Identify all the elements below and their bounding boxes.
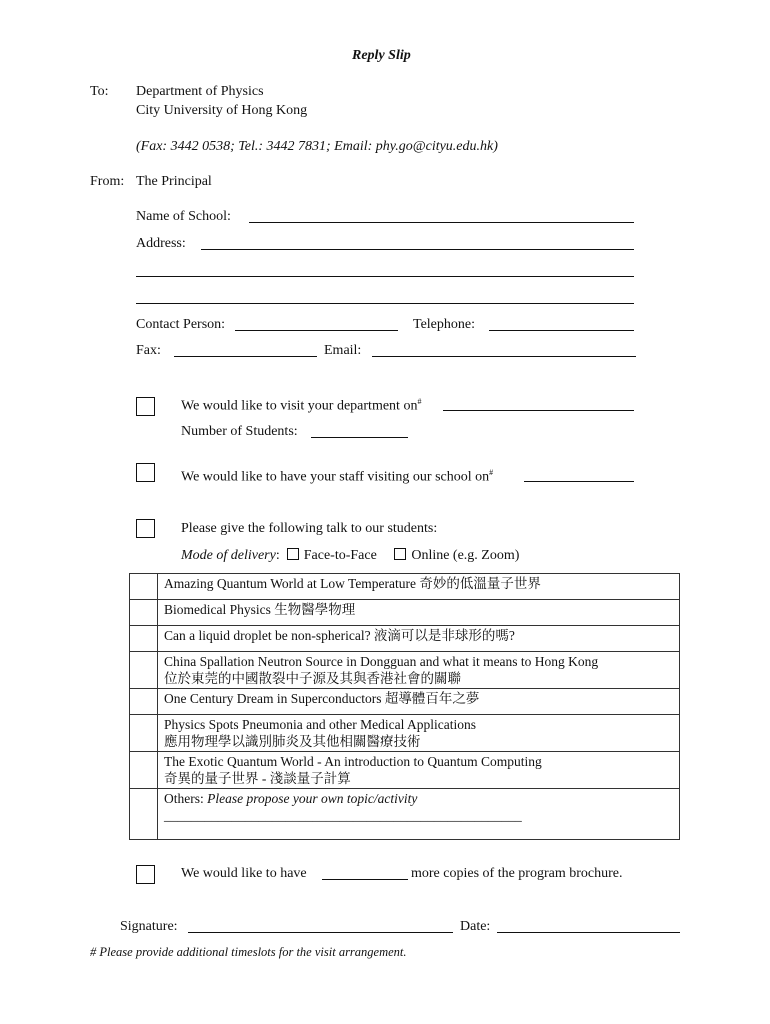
topic-checkbox-cell[interactable] <box>130 626 158 652</box>
topic-row[interactable] <box>130 652 680 689</box>
topic-cell: Amazing Quantum World at Low Temperature 奇妙的低溫量子世界 <box>158 574 680 600</box>
school-label: Name of School: <box>136 209 231 224</box>
signature-label: Signature: <box>120 919 178 934</box>
staff-visit-checkbox[interactable] <box>136 463 155 482</box>
students-label: Number of Students: <box>181 424 298 439</box>
topic-checkbox-cell[interactable] <box>130 752 158 789</box>
signature-field[interactable] <box>188 932 453 933</box>
staff-visit-label: We would like to have your staff visiting our school on# <box>181 468 494 485</box>
topic-row[interactable] <box>130 752 680 789</box>
footnote: # Please provide additional timeslots for the visit arrangement. <box>90 945 407 959</box>
topic-checkbox-cell[interactable] <box>130 574 158 600</box>
telephone-field[interactable] <box>489 330 634 331</box>
topic-row[interactable] <box>130 626 680 652</box>
address-label: Address: <box>136 236 186 251</box>
topic-checkbox-cell[interactable] <box>130 715 158 752</box>
brochure-label-prefix: We would like to have <box>181 866 307 881</box>
address-field-line1[interactable] <box>201 249 634 250</box>
talk-label: Please give the following talk to our students: <box>181 521 438 536</box>
mode-of-delivery: Mode of delivery: Face-to-Face Online (e.g. Zoom) <box>181 548 520 563</box>
topic-checkbox-cell[interactable] <box>130 600 158 626</box>
telephone-label: Telephone: <box>413 317 475 332</box>
from-label: From: <box>90 174 125 189</box>
talk-checkbox[interactable] <box>136 519 155 538</box>
brochure-checkbox[interactable] <box>136 865 155 884</box>
topic-cell-others: Others: Please propose your own topic/activity _____________________________________________________ <box>158 789 680 840</box>
staff-visit-date-field[interactable] <box>524 481 634 482</box>
others-input-line[interactable]: _____________________________________________________ <box>164 808 522 823</box>
topic-row[interactable] <box>130 715 680 752</box>
visit-label: We would like to visit your department on# <box>181 397 422 414</box>
topic-checkbox-cell[interactable] <box>130 652 158 689</box>
students-field[interactable] <box>311 437 408 438</box>
recipient-department: Department of Physics <box>136 84 264 99</box>
topic-checkbox-cell[interactable] <box>130 789 158 840</box>
face-to-face-checkbox[interactable] <box>287 548 299 560</box>
from-value: The Principal <box>136 174 212 189</box>
online-checkbox[interactable] <box>394 548 406 560</box>
fax-field[interactable] <box>174 356 317 357</box>
email-field[interactable] <box>372 356 636 357</box>
topic-cell: The Exotic Quantum World - An introduction to Quantum Computing 奇異的量子世界 - 淺談量子計算 <box>158 752 680 789</box>
date-field[interactable] <box>497 932 680 933</box>
topic-checkbox-cell[interactable] <box>130 689 158 715</box>
topic-cell: One Century Dream in Superconductors 超導體百年之夢 <box>158 689 680 715</box>
to-label: To: <box>90 84 109 99</box>
topic-cell: China Spallation Neutron Source in Dongguan and what it means to Hong Kong 位於東莞的中國散裂中子源及其與香港社會的關聯 <box>158 652 680 689</box>
face-to-face-label: Face-to-Face <box>303 548 377 563</box>
topics-table <box>129 573 680 840</box>
brochure-label-suffix: more copies of the program brochure. <box>411 866 623 881</box>
online-label: Online (e.g. Zoom) <box>411 548 520 563</box>
topic-cell: Biomedical Physics 生物醫學物理 <box>158 600 680 626</box>
topic-row[interactable] <box>130 600 680 626</box>
topic-cell: Can a liquid droplet be non-spherical? 液滴可以是非球形的嗎? <box>158 626 680 652</box>
visit-checkbox[interactable] <box>136 397 155 416</box>
contact-person-label: Contact Person: <box>136 317 226 332</box>
recipient-university: City University of Hong Kong <box>136 103 308 118</box>
contact-person-field[interactable] <box>235 330 398 331</box>
date-label: Date: <box>460 919 491 934</box>
topic-row-others[interactable] <box>130 789 680 840</box>
email-label: Email: <box>324 343 362 358</box>
recipient-contact: (Fax: 3442 0538; Tel.: 3442 7831; Email: phy.go@cityu.edu.hk) <box>136 139 498 154</box>
form-title: Reply Slip <box>352 48 411 63</box>
topic-row[interactable] <box>130 574 680 600</box>
mode-label: Mode of delivery <box>181 548 276 563</box>
fax-label: Fax: <box>136 343 161 358</box>
visit-date-field[interactable] <box>443 410 634 411</box>
brochure-count-field[interactable] <box>322 879 408 880</box>
topic-cell: Physics Spots Pneumonia and other Medical Applications 應用物理學以識別肺炎及其他相關醫療技術 <box>158 715 680 752</box>
school-field[interactable] <box>249 222 634 223</box>
topic-row[interactable] <box>130 689 680 715</box>
address-field-line3[interactable] <box>136 303 634 304</box>
address-field-line2[interactable] <box>136 276 634 277</box>
